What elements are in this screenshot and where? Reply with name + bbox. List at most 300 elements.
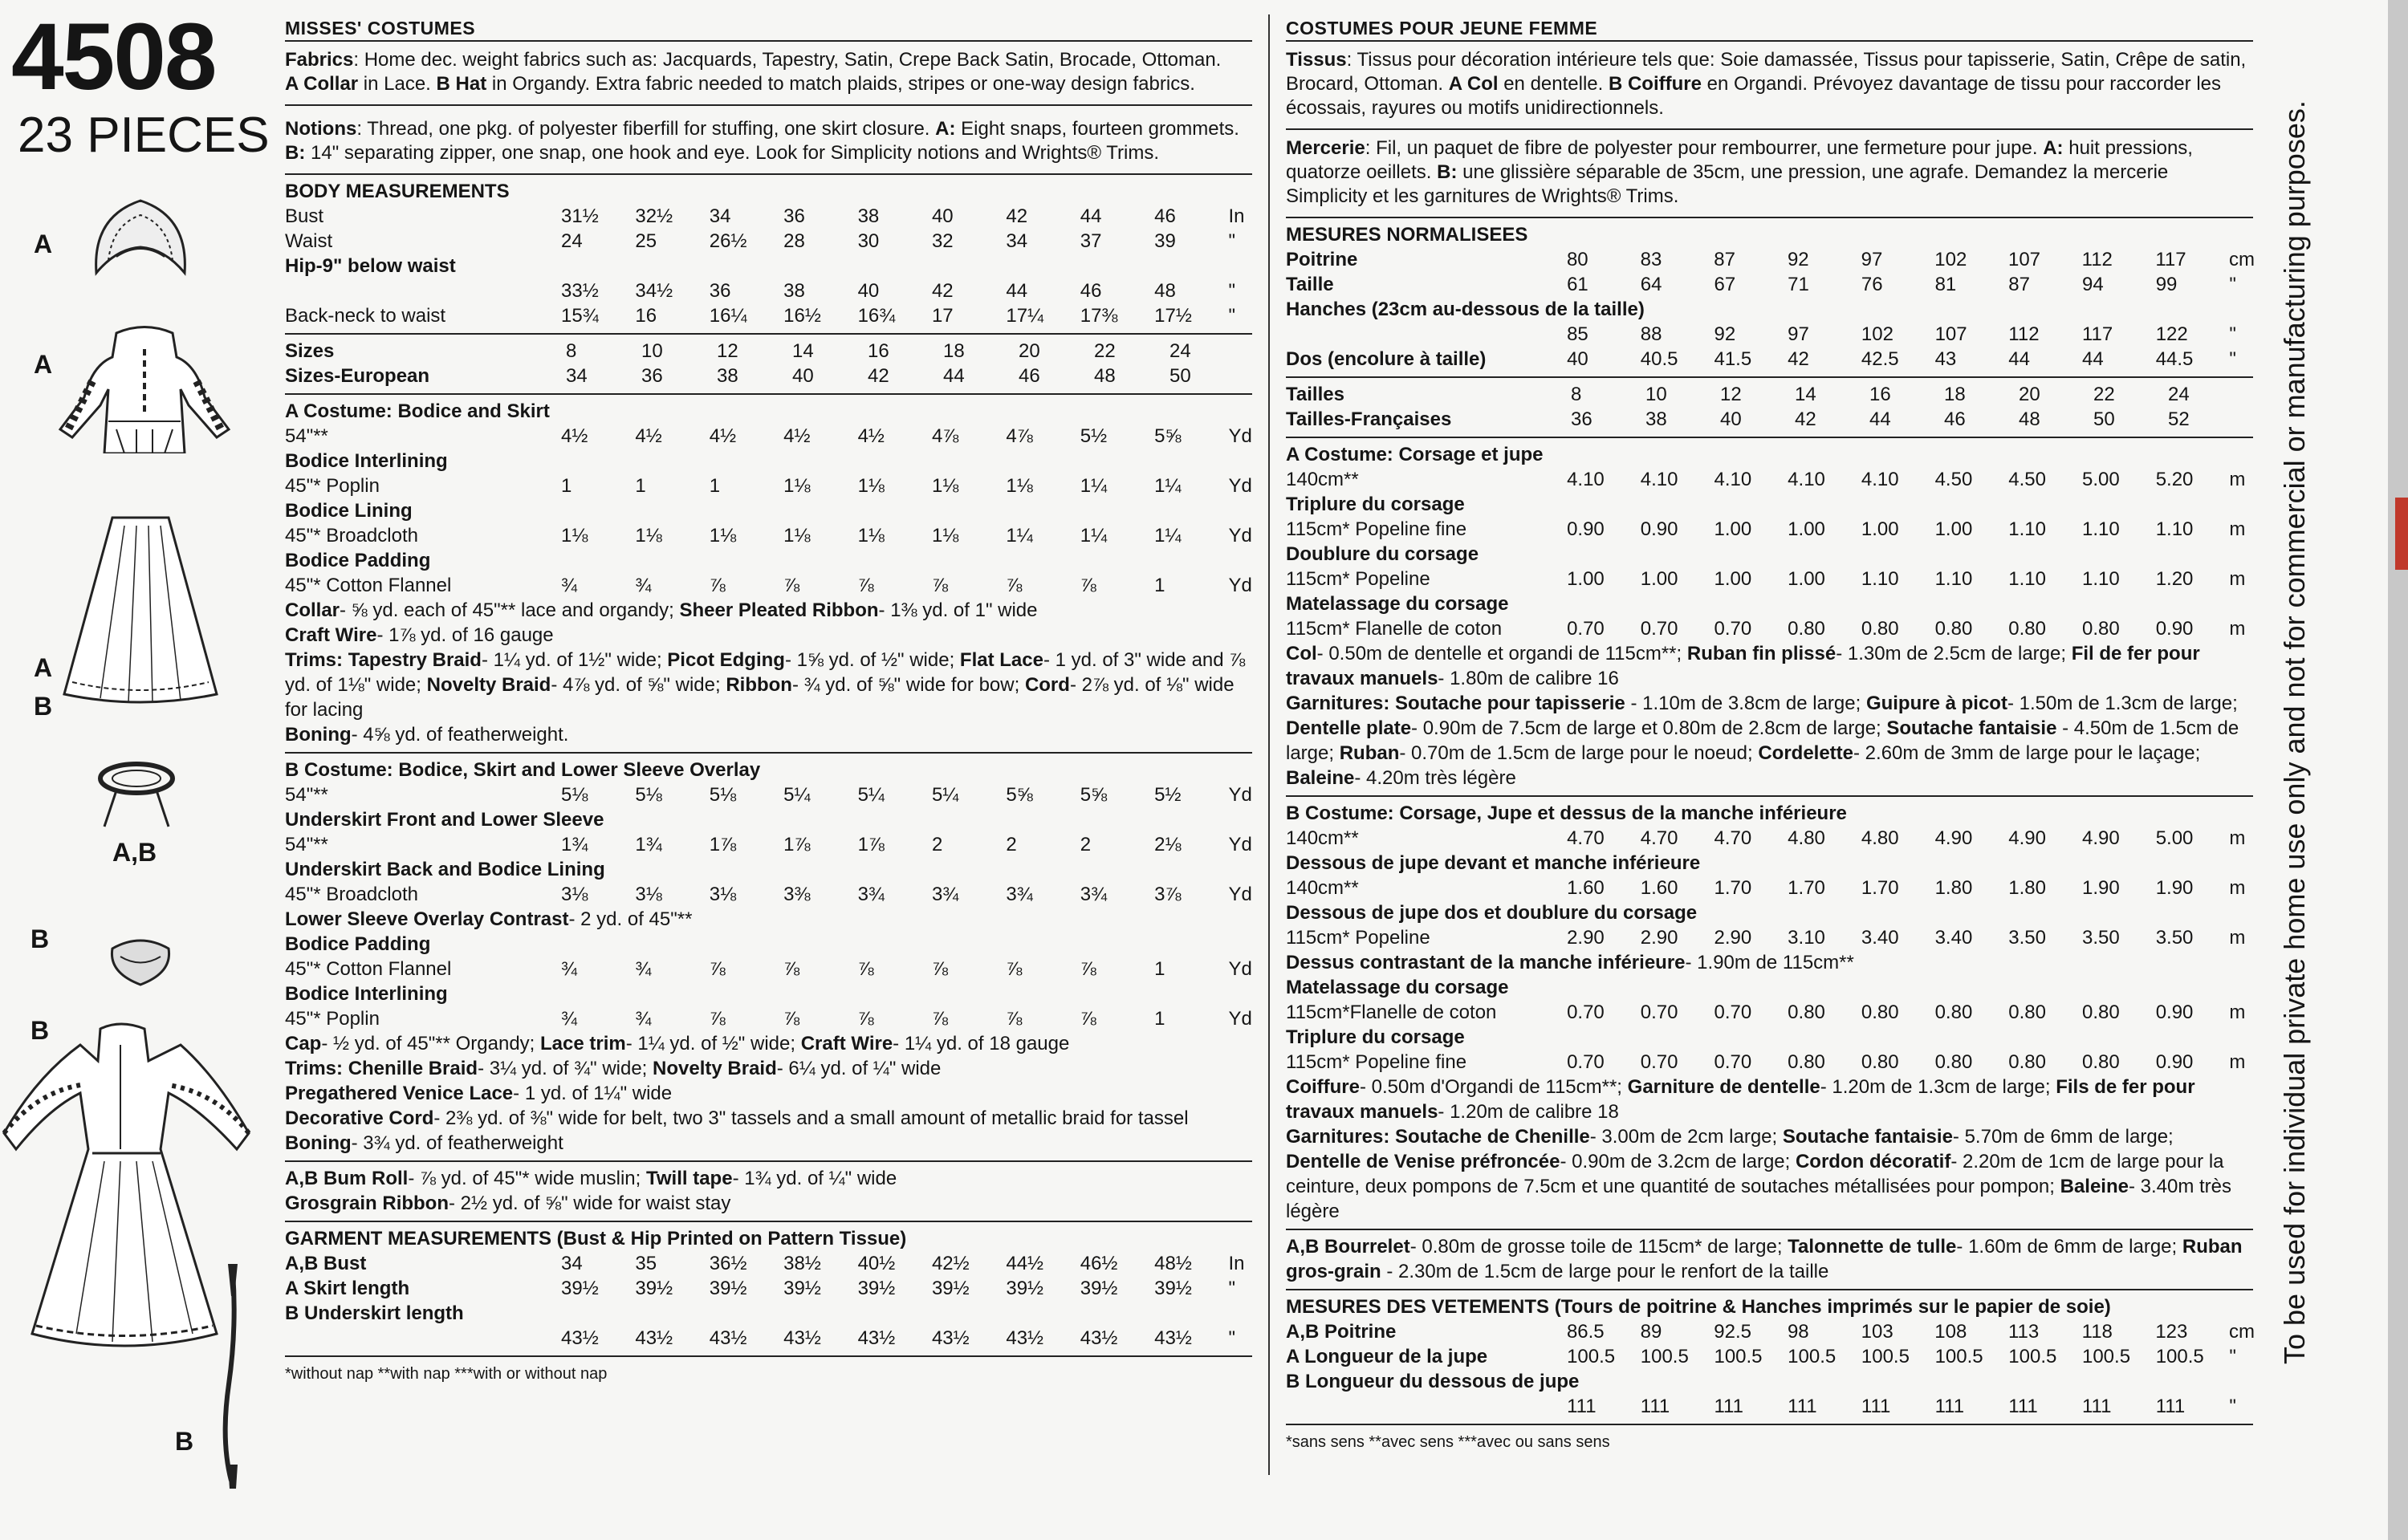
table-cell: ⅞ (1006, 575, 1023, 596)
table-cell: 44 (943, 365, 965, 387)
underskirt-front-label: Underskirt Front and Lower Sleeve (285, 809, 604, 831)
table-cell: 0.70 (1640, 1002, 1678, 1023)
table-cell: 98 (1787, 1321, 1809, 1343)
table-cell: 1.00 (1714, 518, 1752, 540)
overlay-contrast-line (285, 907, 1252, 932)
table-cell: 38 (717, 365, 738, 387)
table-row (1286, 1319, 2253, 1344)
row-label: 45"* Cotton Flannel (285, 575, 452, 596)
unit-cell: m (2229, 618, 2246, 640)
table-cell: 40.5 (1640, 348, 1678, 370)
mesures-vetements-title: MESURES DES VETEMENTS (Tours de poitrine & Hanches imprimés sur le papier de soie) (1286, 1296, 2111, 1318)
view-label-b2: B (31, 924, 50, 953)
french-footnote: *sans sens **avec sens ***avec ou sans sens (1286, 1433, 1610, 1451)
guipure-text: - 1.50m de 1.3cm de large; (2007, 693, 2238, 714)
table-cell: 3⅛ (635, 884, 662, 905)
row-label: A Longueur de la jupe (1286, 1346, 1488, 1367)
row-label: 45"* Broadcloth (285, 884, 418, 905)
table-cell: 123 (2155, 1321, 2188, 1343)
table-row (1286, 272, 2253, 297)
garnitures-b-line (1286, 1124, 2253, 1224)
table-row (285, 278, 1252, 303)
table-cell: 43½ (561, 1327, 599, 1349)
table-row (285, 364, 1252, 388)
notions-b-text: 14" separating zipper, one snap, one hook and eye. Look for Simplicity notions and Wrights® Trims. (305, 142, 1160, 164)
ruban-gros-grain-text: - 2.30m de 1.5cm de large pour le renfort de la taille (1381, 1261, 1829, 1282)
table-row (285, 339, 1252, 364)
table-cell: 5⅝ (1080, 784, 1108, 806)
table-cell: 16 (1869, 384, 1891, 405)
dessous-devant-label: Dessous de jupe devant et manche inférieure (1286, 852, 1701, 874)
table-cell: 5.00 (2155, 827, 2194, 849)
table-cell: 100.5 (1788, 1346, 1837, 1367)
table-cell: 46½ (1080, 1253, 1118, 1274)
table-cell: 35 (635, 1253, 657, 1274)
overlay-contrast-label: Lower Sleeve Overlay Contrast (285, 908, 569, 930)
table-cell: 2.90 (1567, 927, 1605, 949)
bodice-interlining-b-label: Bodice Interlining (285, 983, 448, 1005)
table-row (285, 1251, 1252, 1276)
grosgrain-label: Grosgrain Ribbon (285, 1193, 449, 1214)
table-cell: 32 (931, 230, 954, 252)
grosgrain-line (285, 1191, 1252, 1216)
wire-label: Craft Wire (285, 624, 377, 646)
fils-label: Fils de fer pour travaux manuels (1286, 1076, 2195, 1123)
table-cell: 4.70 (1567, 827, 1605, 849)
table-cell: 1⅞ (783, 834, 811, 855)
table-cell: 0.80 (1788, 618, 1825, 640)
unit-cell: " (1228, 1327, 1236, 1349)
unit-cell: In (1228, 1253, 1245, 1274)
body-measurements-section (285, 175, 1252, 335)
notions-text: : Thread, one pkg. of polyester fiberfill for stuffing, one skirt closure. (356, 118, 936, 140)
red-mark (2395, 498, 2408, 570)
garniture-dentelle-label: Garniture de dentelle (1627, 1076, 1820, 1098)
table-cell: 2.90 (1714, 927, 1752, 949)
table-cell: 10 (1645, 384, 1667, 405)
bodice-padding-label: Bodice Padding (285, 550, 431, 571)
table-cell: 2 (931, 834, 943, 855)
novelty-b-label: Novelty Braid (653, 1058, 777, 1079)
talonnette-text: - 1.60m de 6mm de large; (1956, 1236, 2182, 1258)
table-cell: 38½ (783, 1253, 821, 1274)
table-cell: 1¾ (561, 834, 588, 855)
contrastant-text: - 1.90m de 115cm** (1685, 952, 1854, 973)
table-cell: 5¼ (783, 784, 811, 806)
table-cell: 1.60 (1640, 877, 1678, 899)
table-cell: 43 (1934, 348, 1957, 370)
table-row (1286, 1050, 2253, 1075)
table-cell: 97 (1788, 323, 1809, 345)
table-cell: ¾ (561, 1008, 578, 1030)
table-cell: 100.5 (1640, 1346, 1689, 1367)
table-cell: 12 (1720, 384, 1742, 405)
row-label: A Skirt length (285, 1278, 410, 1299)
table-cell: 2.90 (1640, 927, 1678, 949)
body-measurements-title: BODY MEASUREMENTS (285, 181, 510, 202)
table-cell: 111 (1714, 1396, 1743, 1417)
hat-illustration (104, 933, 177, 989)
table-cell: 1¼ (1006, 525, 1033, 547)
table-cell: 3.50 (2155, 927, 2194, 949)
table-row (285, 473, 1252, 498)
table-cell: 3⅛ (709, 884, 737, 905)
novelty-text: - 4⅞ yd. of ⅝" wide; (551, 674, 726, 696)
table-cell: 46 (1154, 205, 1176, 227)
row-label: 115cm* Popeline (1286, 927, 1430, 949)
novelty-label: Novelty Braid (426, 674, 551, 696)
table-row (1286, 1394, 2253, 1419)
table-row (285, 1326, 1252, 1351)
table-cell: 39½ (1006, 1278, 1044, 1299)
contrastant-line (1286, 950, 2253, 975)
view-label-a1: A (34, 230, 53, 258)
table-cell: 1⅞ (709, 834, 737, 855)
table-cell: 24 (2168, 384, 2190, 405)
table-cell: 0.80 (2081, 1051, 2120, 1073)
table-cell: 38 (857, 205, 880, 227)
matelassage-label: Matelassage du corsage (1286, 593, 1509, 615)
mesures-title: MESURES NORMALISEES (1286, 224, 1528, 246)
row-label: 45"* Poplin (285, 475, 380, 497)
table-cell: 4.50 (1934, 469, 1973, 490)
table-cell: 1.00 (1640, 568, 1678, 590)
dentelle-text: - 0.90m de 7.5cm de large et 0.80m de 2.8cm de large; (1411, 717, 1887, 739)
mercerie-b-label: B: (1437, 161, 1458, 183)
table-cell: 39½ (857, 1278, 896, 1299)
table-cell: 1.70 (1714, 877, 1752, 899)
table-cell: 1.10 (2008, 518, 2046, 540)
unit-cell: m (2229, 518, 2246, 540)
table-cell: 17¼ (1006, 305, 1044, 327)
unit-cell: m (2229, 927, 2246, 949)
table-cell: 1.00 (1567, 568, 1605, 590)
table-cell: 5⅛ (561, 784, 588, 806)
table-cell: 5⅛ (635, 784, 662, 806)
fabrics-paragraph (285, 42, 1252, 106)
dessous-dos-label: Dessous de jupe dos et doublure du corsage (1286, 902, 1698, 924)
table-cell: 1¼ (1080, 475, 1108, 497)
row-label: Dos (encolure à taille) (1286, 348, 1487, 370)
bourrelet-label: A,B Bourrelet (1286, 1236, 1410, 1258)
french-title: COSTUMES POUR JEUNE FEMME (1286, 14, 2253, 42)
table-cell: 34 (709, 205, 731, 227)
table-cell: 1.80 (2008, 877, 2046, 899)
table-cell: 36 (641, 365, 663, 387)
table-cell: 43½ (1006, 1327, 1044, 1349)
row-label: 115cm*Flanelle de coton (1286, 1002, 1497, 1023)
table-cell: 10 (641, 340, 663, 362)
table-cell: 34½ (635, 280, 673, 302)
table-cell: 38 (1645, 408, 1667, 430)
picot-label: Picot Edging (667, 649, 785, 671)
bum-roll-section (285, 1162, 1252, 1222)
tailles-section (1286, 378, 2253, 438)
table-cell: 28 (783, 230, 805, 252)
table-cell: ⅞ (1080, 958, 1096, 980)
hanches-label: Hanches (23cm au-dessous de la taille) (1286, 299, 1645, 320)
unit-cell: cm (2228, 249, 2255, 270)
table-cell: 43½ (1154, 1327, 1192, 1349)
table-cell: 39½ (931, 1278, 970, 1299)
table-cell: 39½ (561, 1278, 599, 1299)
unit-cell: Yd (1228, 425, 1252, 447)
row-label: Bust (285, 205, 324, 227)
twill-label: Twill tape (645, 1168, 733, 1189)
cordelette-text: - 2.60m de 3mm de large pour le laçage; (1853, 742, 2201, 764)
bourrelet-line (1286, 1234, 2253, 1284)
row-label: Taille (1286, 274, 1334, 295)
table-cell: 16¾ (857, 305, 896, 327)
table-cell: 100.5 (1714, 1346, 1763, 1367)
baleine-b-label: Baleine (2060, 1176, 2129, 1197)
table-cell: 0.90 (1567, 518, 1605, 540)
dentelle-label: Dentelle plate (1286, 717, 1412, 739)
table-cell: 0.80 (1861, 1002, 1899, 1023)
table-cell: 3¾ (1080, 884, 1108, 905)
view-label-b3: B (31, 1016, 50, 1045)
trims-b-label: Trims: Chenille Braid (285, 1058, 478, 1079)
table-cell: 1.00 (1934, 518, 1973, 540)
row-label: 45"* Cotton Flannel (285, 958, 452, 980)
table-cell: 26½ (709, 230, 747, 252)
table-cell: 1¼ (1154, 525, 1182, 547)
soutache-b-text: - 5.70m de 6mm de large; (1952, 1126, 2174, 1148)
soutache-text: - 4.50m de 1.5cm de large; (1286, 717, 2239, 764)
table-cell: 50 (2093, 408, 2115, 430)
unit-cell: Yd (1228, 475, 1252, 497)
table-cell: 48 (1094, 365, 1116, 387)
fabrics-label: Fabrics (285, 49, 354, 71)
row-label: Tailles-Françaises (1286, 408, 1452, 430)
garnitures-b-text: - 3.00m de 2cm large; (1589, 1126, 1783, 1148)
table-cell: 1.10 (1861, 568, 1899, 590)
table-cell: 8 (1571, 384, 1582, 405)
trims-line (285, 648, 1252, 722)
notions-a-label: A: (935, 118, 956, 140)
table-row (1286, 347, 2253, 372)
table-cell: 0.70 (1567, 1051, 1605, 1073)
table-cell: 1⅛ (931, 525, 959, 547)
table-cell: 87 (2008, 274, 2030, 295)
table-row (1286, 247, 2253, 272)
cord-label: Cord (1024, 674, 1070, 696)
table-cell: 92 (1714, 323, 1736, 345)
cordelette-label: Cordelette (1758, 742, 1854, 764)
table-cell: 1⅛ (561, 525, 588, 547)
table-row (285, 523, 1252, 548)
table-cell: 37 (1080, 230, 1102, 252)
pieces-count: 23 PIECES (18, 108, 270, 163)
deco-cord-label: Decorative Cord (285, 1107, 434, 1129)
table-row (285, 573, 1252, 598)
table-cell: 92.5 (1714, 1321, 1751, 1343)
table-row (1286, 382, 2253, 407)
table-cell: 117 (2155, 249, 2186, 270)
costume-b-title: B Costume: Bodice, Skirt and Lower Sleeve Overlay (285, 759, 761, 781)
table-cell: 42 (1788, 348, 1809, 370)
coiffure-text: - 0.50m d'Organdi de 115cm**; (1360, 1076, 1628, 1098)
tissus-b-label: B Coiffure (1608, 73, 1702, 95)
triplure-b-label: Triplure du corsage (1286, 1026, 1465, 1048)
table-cell: 100.5 (1861, 1346, 1910, 1367)
table-cell: 3.40 (1934, 927, 1973, 949)
table-cell: 36 (783, 205, 805, 227)
unit-cell: m (2229, 827, 2246, 849)
ruban-gros-grain-label: Ruban gros-grain (1286, 1236, 2243, 1282)
table-cell: 0.80 (2008, 618, 2046, 640)
table-cell: 0.80 (1788, 1002, 1825, 1023)
table-cell: 3¾ (1006, 884, 1033, 905)
ruban2-label: Ruban (1339, 742, 1400, 764)
table-cell: 3.50 (2008, 927, 2046, 949)
unit-cell: " (1228, 305, 1236, 327)
table-cell: 0.80 (2008, 1051, 2046, 1073)
costume-b-section (285, 754, 1252, 1162)
collar-text: - ⅝ yd. each of 45"** lace and organdy; (340, 599, 680, 621)
table-cell: 0.70 (1640, 1051, 1678, 1073)
table-row (285, 882, 1252, 907)
table-cell: 107 (2007, 249, 2041, 270)
unit-cell: cm (2228, 1321, 2255, 1343)
mercerie-paragraph (1286, 130, 2253, 218)
table-cell: 20 (2019, 384, 2040, 405)
fabrics-b-label: B Hat (436, 73, 487, 95)
table-cell: 17⅜ (1080, 305, 1118, 327)
table-cell: 42 (1006, 205, 1028, 227)
talonnette-label: Talonnette de tulle (1788, 1236, 1957, 1258)
ruban-label: Ruban fin plissé (1686, 643, 1837, 664)
contrastant-label: Dessus contrastant de la manche inférieure (1286, 952, 1686, 973)
collar-illustration (88, 193, 193, 281)
table-cell: 40½ (857, 1253, 896, 1274)
table-cell: 94 (2081, 274, 2104, 295)
table-cell: 1.60 (1567, 877, 1605, 899)
row-label: Waist (285, 230, 333, 252)
row-label: 115cm* Popeline (1286, 568, 1430, 590)
table-cell: 43½ (709, 1327, 747, 1349)
bodice-illustration (44, 309, 245, 453)
notions-label: Notions (285, 118, 357, 140)
notions-a-text: Eight snaps, fourteen grommets. (955, 118, 1239, 140)
sidebar (0, 0, 273, 1540)
view-label-a3: A (34, 653, 53, 682)
table-cell: 44.5 (2155, 348, 2194, 370)
table-cell: 111 (2081, 1396, 2112, 1417)
column-divider (1268, 14, 1270, 1475)
bum-roll-line (285, 1166, 1252, 1191)
unit-cell: " (2229, 274, 2236, 295)
venice-line (285, 1081, 1252, 1106)
table-cell: 39½ (709, 1278, 747, 1299)
cap-line (285, 1031, 1252, 1056)
table-cell: 0.80 (1934, 1002, 1973, 1023)
trims-label: Trims: Tapestry Braid (285, 649, 482, 671)
mercerie-a-text: huit pressions, quatorze oeillets. (1286, 137, 2193, 183)
table-cell: 0.70 (1567, 1002, 1605, 1023)
table-cell: 1⅛ (857, 525, 885, 547)
table-cell: 3.50 (2081, 927, 2120, 949)
underskirt-back-label: Underskirt Back and Bodice Lining (285, 859, 605, 880)
table-cell: 34 (566, 365, 588, 387)
fil-text: - 1.80m de calibre 16 (1438, 668, 1619, 689)
table-cell: 92 (1787, 249, 1809, 270)
table-cell: 38 (783, 280, 805, 302)
table-cell: 17½ (1154, 305, 1192, 327)
fabrics-a-text: in Lace. (358, 73, 437, 95)
view-label-ab: A,B (112, 838, 157, 867)
boning-label: Boning (285, 724, 352, 746)
table-cell: 44 (2081, 348, 2104, 370)
cap-label: Cap (285, 1033, 322, 1054)
boning-line (285, 722, 1252, 747)
notions-paragraph (285, 106, 1252, 175)
table-cell: ¾ (635, 1008, 652, 1030)
table-cell: 1 (635, 475, 646, 497)
tissus-paragraph (1286, 42, 2253, 130)
table-cell: 16½ (783, 305, 821, 327)
table-cell: 4.80 (1788, 827, 1825, 849)
table-cell: 16 (635, 305, 657, 327)
table-cell: 4.80 (1861, 827, 1899, 849)
collar-line (285, 598, 1252, 623)
deco-cord-text: - 2⅜ yd. of ⅜" wide for belt, two 3" tassels and a small amount of metallic braid for tassel (433, 1107, 1189, 1129)
view-label-b1: B (34, 692, 53, 721)
table-cell: 40 (792, 365, 814, 387)
table-cell: ⅞ (931, 958, 948, 980)
table-cell: 3⅛ (561, 884, 588, 905)
table-cell: 111 (1934, 1396, 1965, 1417)
table-cell: 24 (561, 230, 583, 252)
table-cell: 1.10 (2008, 568, 2046, 590)
table-cell: 4.10 (1861, 469, 1899, 490)
table-cell: 1.10 (2155, 518, 2194, 540)
table-cell: ⅞ (1006, 958, 1023, 980)
table-cell: 81 (1934, 274, 1957, 295)
table-row (1286, 925, 2253, 950)
longueur-dessous-label: B Longueur du dessous de jupe (1286, 1371, 1580, 1392)
table-cell: 85 (1567, 323, 1588, 345)
table-cell: 15¾ (561, 305, 599, 327)
table-cell: 111 (1861, 1396, 1891, 1417)
row-label: Poitrine (1286, 249, 1358, 270)
table-cell: 86.5 (1566, 1321, 1605, 1343)
table-cell: 39 (1154, 230, 1176, 252)
table-cell: 108 (1934, 1321, 1967, 1343)
baleine-label: Baleine (1286, 767, 1355, 789)
table-cell: 42 (931, 280, 954, 302)
unit-cell: " (2229, 1396, 2236, 1417)
table-cell: 5⅝ (1006, 784, 1033, 806)
table-cell: 5¼ (857, 784, 885, 806)
wire-line (285, 623, 1252, 648)
table-cell: ⅞ (931, 1008, 948, 1030)
table-cell: 0.80 (1861, 1051, 1899, 1073)
bodice-lining-label: Bodice Lining (285, 500, 413, 522)
table-cell: 46 (1080, 280, 1102, 302)
venice-text: - 1 yd. of 1¼" wide (513, 1083, 673, 1104)
table-cell: 0.80 (1861, 618, 1899, 640)
venice-label: Pregathered Venice Lace (285, 1083, 514, 1104)
table-cell: 16 (868, 340, 889, 362)
ruban2-text: - 0.70m de 1.5cm de large pour le noeud; (1399, 742, 1759, 764)
table-cell: ⅞ (857, 1008, 874, 1030)
table-cell: 34 (561, 1253, 583, 1274)
table-cell: 22 (2093, 384, 2115, 405)
table-cell: ⅞ (1006, 1008, 1023, 1030)
table-cell: 44 (1006, 280, 1028, 302)
bourrelet-text: - 0.80m de grosse toile de 115cm* de large; (1409, 1236, 1788, 1258)
